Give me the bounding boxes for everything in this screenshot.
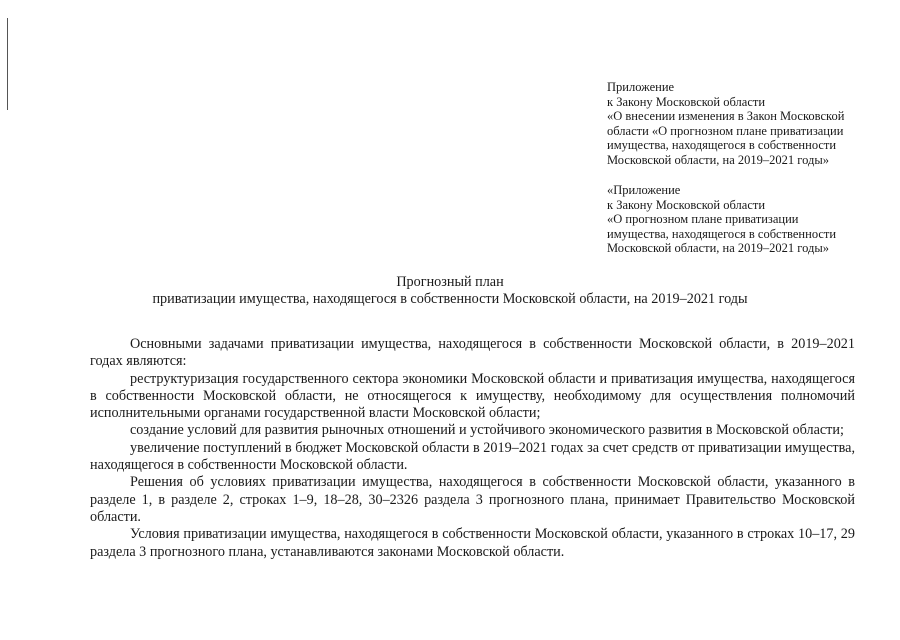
- body-paragraph: Решения об условиях приватизации имущества, находящегося в собственности Московской области, указанного в разделе 1, в разделе 2, строках 1–9, 18–28, 30–2326 раздела 3 прогнозного плана, принимает Правительство Московской области.: [90, 474, 855, 525]
- appendix-line: «Приложение: [607, 183, 681, 197]
- body-paragraph: создание условий для развития рыночных отношений и устойчивого экономического развития в Московской области;: [130, 422, 844, 439]
- plan-subtitle: приватизации имущества, находящегося в собственности Московской области, на 2019–2021 годы: [152, 291, 748, 307]
- appendix-line: к Закону Московской области: [607, 197, 766, 212]
- scan-edge-line: [7, 18, 8, 110]
- body-paragraph: Основными задачами приватизации имущества, находящегося в собственности Московской области, в 2019–2021 годах являются:: [90, 336, 855, 370]
- inner-appendix-header: [607, 183, 877, 256]
- appendix-line: Московской области, на 2019–2021 годы»: [607, 152, 829, 167]
- appendix-line: Московской области, на 2019–2021 годы»: [607, 241, 829, 256]
- document-body: [90, 336, 855, 561]
- appendix-line: «О прогнозном плане приватизации: [607, 212, 799, 227]
- appendix-header: [607, 80, 877, 168]
- appendix-line: области «О прогнозном плане приватизации: [607, 123, 844, 138]
- body-paragraph: реструктуризация государственного сектора экономики Московской области и приватизация имущества, находящегося в собственности Московской области, не относящегося к имуществу, необходимому для осуществления полномочий исполнительными органами государственной власти Московской области;: [90, 370, 855, 422]
- appendix-line: «О внесении изменения в Закон Московской: [607, 109, 845, 124]
- appendix-line: имущества, находящегося в собственности: [607, 226, 837, 241]
- appendix-line: имущества, находящегося в собственности: [607, 138, 837, 153]
- appendix-line: к Закону Московской области: [607, 94, 766, 109]
- plan-title: Прогнозный план: [396, 274, 504, 290]
- body-paragraph: Условия приватизации имущества, находящегося в собственности Московской области, указанного в строках 10–17, 29 раздела 3 прогнозного плана, устанавливаются законами Московской области.: [90, 526, 855, 560]
- appendix-line: Приложение: [607, 80, 675, 94]
- body-paragraph: увеличение поступлений в бюджет Московской области в 2019–2021 годах за счет средств от приватизации имущества, находящегося в собственности Московской области.: [90, 439, 855, 474]
